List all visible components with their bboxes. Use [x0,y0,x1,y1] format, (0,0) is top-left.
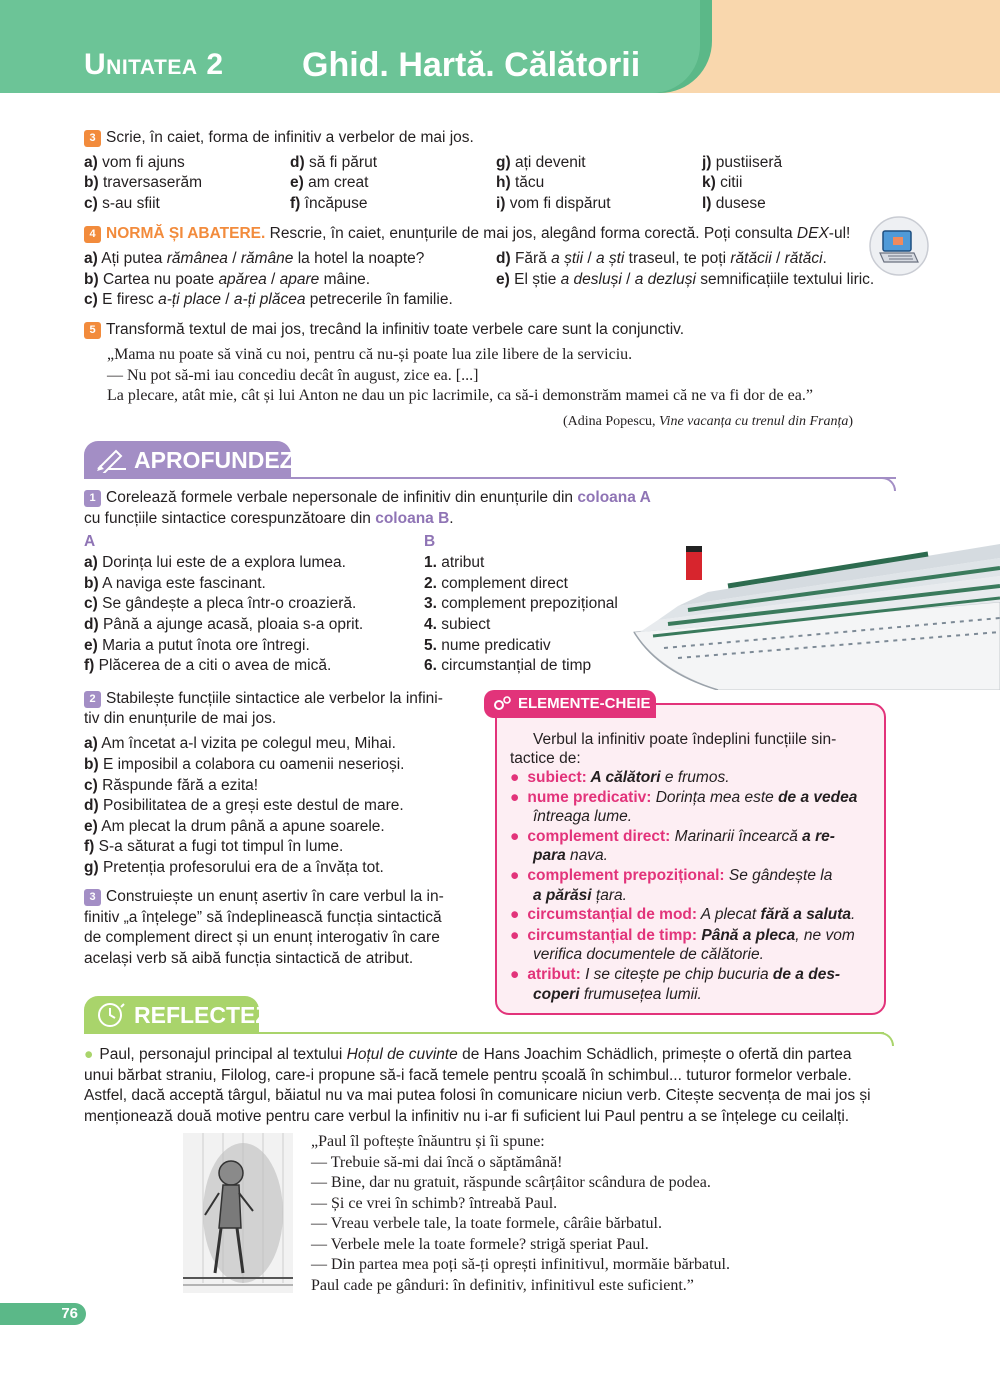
key-intro: tactice de: [510,750,581,767]
clock-icon [96,1001,126,1040]
ap-ex3-line: de complement direct și un enunț interogativ în care [84,929,440,946]
ap-ex2-number: 2 [84,691,101,708]
unit-label: Unitatea 2 [84,48,224,81]
ap-ex1-line2: cu funcțiile sintactice corespunzătoare din coloana B. [84,510,454,527]
list-item: b) E imposibil a colabora cu oamenii neserioși. [84,756,405,773]
reflectez-quote-line: — Vreau verbele tale, la toate formele, cârâie bărbatul. [311,1215,662,1232]
section-tab-reflectez [84,996,270,1032]
key-bullet: ● complement prepozițional: Se gândește la [510,867,833,884]
list-item: g) Pretenția profesorului era de a învăța tot. [84,859,384,876]
reflectez-quote-line: Paul cade pe gânduri: în definitiv, infinitivul este suficient.” [311,1277,694,1294]
reflectez-paragraph: menționează două motive pentru care verbul la infinitiv nu i-ar fi suficient lui Paul pentru a se înțelege cu ceilalți. [84,1108,850,1125]
list-item: j) pustiiseră [702,154,783,171]
ex5-source: (Adina Popescu, Vine vacanța cu trenul din Franța) [563,414,854,429]
ex4-item-d: d) Fără a știi / a ști traseul, te poți rătăcii / rătăci. [496,250,827,267]
reflectez-quote-line: — Verbele mele la toate formele? strigă speriat Paul. [311,1236,649,1253]
ex3-instruction [84,128,474,148]
key-bullet: ● nume predicativ: Dorința mea este de a vedea [510,789,858,806]
key-bullet: ● subiect: A călători e frumos. [510,769,730,786]
key-bullet-cont: para nava. [533,847,608,864]
list-item: f) încăpuse [290,195,368,212]
reflectez-quote-line: — Trebuie să-mi dai încă o săptămână! [311,1154,563,1171]
key-bullet-cont: a părăsi țara. [533,887,627,904]
page-number: 76 [0,1303,86,1325]
list-item: h) tăcu [496,174,545,191]
key-bullet: ● atribut: I se citește pe chip bucuria de a des- [510,966,841,983]
key-bullet: ● circumstanțial de mod: A plecat fără a saluta. [510,906,856,923]
reflectez-paragraph: ● Paul, personajul principal al textului Hoțul de cuvinte de Hans Joachim Schädlich, primește o ofertă din partea [84,1046,852,1063]
ex5-quote-line: La plecare, atât mie, cât și lui Anton ne dau un pic lacrimile, ca să-i demonstrăm mamei că ne va fi dor de ea.” [107,387,813,404]
reflectez-paragraph: Astfel, dacă acceptă târgul, băiatul nu va mai putea folosi în comunicare niciun verb. Citește secvența de mai jos și [84,1087,871,1104]
reflectez-quote-line: — Și ce vrei în schimb? întreabă Paul. [311,1195,558,1212]
ap-ex1-line1: 1 Corelează formele verbale nepersonale de infinitiv din enunțurile din coloana A [84,488,651,508]
key-bullet-cont: verifica documentele de călătorie. [533,946,764,963]
ex4-number: 4 [84,226,101,243]
key-bullet: ● circumstanțial de timp: Până a pleca, ne vom [510,927,855,944]
section-rule-aprofundez [84,477,896,479]
list-item: l) dusese [702,195,766,212]
list-item: e) am creat [290,174,369,191]
ap-ex3-line: finitiv „a înțelege” să îndeplinească funcția sintactică [84,909,442,926]
list-item: e) Maria a putut înota ore întregi. [84,637,310,654]
list-item: f) Plăcerea de a citi o avea de mică. [84,657,332,674]
ap-ex3-line: același verb să aibă funcția sintactică de atribut. [84,950,414,967]
list-item: f) S-a săturat a fugi tot timpul în lume. [84,838,344,855]
laptop-icon [868,215,930,277]
key-bullet-cont: întreaga lume. [533,808,633,825]
list-item: 4. subiect [424,616,491,633]
ap-ex2-line1: 2 Stabilește funcțiile sintactice ale verbelor la infini- [84,689,443,709]
ap-ex3-line: 3 Construiește un enunț asertiv în care verbul la in- [84,887,444,907]
list-item: a) Dorința lui este de a explora lumea. [84,554,346,571]
ap-ex2-line2: tiv din enunțurile de mai jos. [84,710,277,727]
reflectez-quote-line: „Paul îl poftește înăuntru și îi spune: [311,1133,545,1150]
list-item: b) A naviga este fascinant. [84,575,266,592]
list-item: 2. complement direct [424,575,568,592]
ex5-quote-line: „Mama nu poate să vină cu noi, pentru că nu-și poate lua zile libere de la serviciu. [107,346,633,363]
reflectez-quote-line: — Bine, dar nu gratuit, răspunde scârțâitor scândura de podea. [311,1174,711,1191]
section-title-aprofundez: APROFUNDEZ [134,447,294,473]
list-item: i) vom fi dispărut [496,195,611,212]
list-item: c) Se gândește a pleca într-o croazieră. [84,595,357,612]
list-item: 5. nume predicativ [424,637,551,654]
column-a-header: A [84,533,96,550]
reflectez-quote-line: — Din partea mea poți să-ți oprești infinitivul, mormăie bărbatul. [311,1256,730,1273]
ex4-item-c: c) E firesc a-ți place / a-ți plăcea petrecerile în familie. [84,291,453,308]
gear-icon [492,695,512,723]
page-title: Ghid. Hartă. Călătorii [302,46,641,84]
key-bullet-cont: coperi frumusețea lumii. [533,986,702,1003]
ex4-label: NORMĂ ȘI ABATERE. [106,225,266,242]
ex3-text: Scrie, în caiet, forma de infinitiv a verbelor de mai jos. [106,129,474,146]
list-item: d) Până a ajunge acasă, ploaia s-a oprit. [84,616,364,633]
section-tab-aprofundez [84,441,294,477]
reflectez-paragraph: unui bărbat straniu, Filolog, care-i propune să-i facă temele pentru școală în schimbul... tuturor formelor verbale. [84,1067,852,1084]
key-bullet: ● complement direct: Marinarii încearcă a re- [510,828,835,845]
ex5-quote-line: — Nu pot să-mi iau concediu decât în august, zice ea. [...] [107,367,479,384]
ex4-item-b: b) Cartea nu poate apărea / apare mâine. [84,271,371,288]
ex4-instruction: 4 NORMĂ ȘI ABATERE. Rescrie, în caiet, enunțurile de mai jos, alegând forma corectă. Poți consulta DEX-ul! [84,224,850,244]
list-item: c) s-au sfiit [84,195,160,212]
key-intro: Verbul la infinitiv poate îndeplini funcțiile sin- [533,731,837,748]
list-item: d) Posibilitatea de a greși este destul de mare. [84,797,404,814]
ap-ex3-number: 3 [84,889,101,906]
cruise-ship-image [628,540,1000,690]
section-title-reflectez: REFLECTEZ [134,1002,270,1028]
list-item: a) Am încetat a-l vizita pe colegul meu, Mihai. [84,735,396,752]
column-b-header: B [424,533,436,550]
section-rule-corner [878,477,896,491]
ex3-number: 3 [84,130,101,147]
list-item: e) Am plecat la drum până a apune soarele. [84,818,385,835]
list-item: a) vom fi ajuns [84,154,185,171]
list-item: k) citii [702,174,743,191]
key-elements-tab [484,690,656,718]
list-item: 3. complement prepozițional [424,595,618,612]
list-item: d) să fi părut [290,154,378,171]
key-elements-title: ELEMENTE-CHEIE [518,695,651,712]
section-rule-reflectez [84,1032,884,1034]
illustration-figure [183,1133,293,1293]
ex5-number: 5 [84,322,101,339]
list-item: b) traversaserăm [84,174,203,191]
ex4-item-a: a) Ați putea rămânea / rămâne la hotel la noapte? [84,250,425,267]
list-item: 1. atribut [424,554,485,571]
list-item: c) Răspunde fără a ezita! [84,777,259,794]
list-item: 6. circumstanțial de timp [424,657,592,674]
ex4-item-e: e) El știe a desluși / a dezluși semnificațiile textului liric. [496,271,875,288]
list-item: g) ați devenit [496,154,586,171]
ex5-instruction: 5 Transformă textul de mai jos, trecând la infinitiv toate verbele care sunt la conjunctiv. [84,320,684,340]
ap-ex1-number: 1 [84,490,101,507]
section-rule-corner [876,1032,894,1046]
